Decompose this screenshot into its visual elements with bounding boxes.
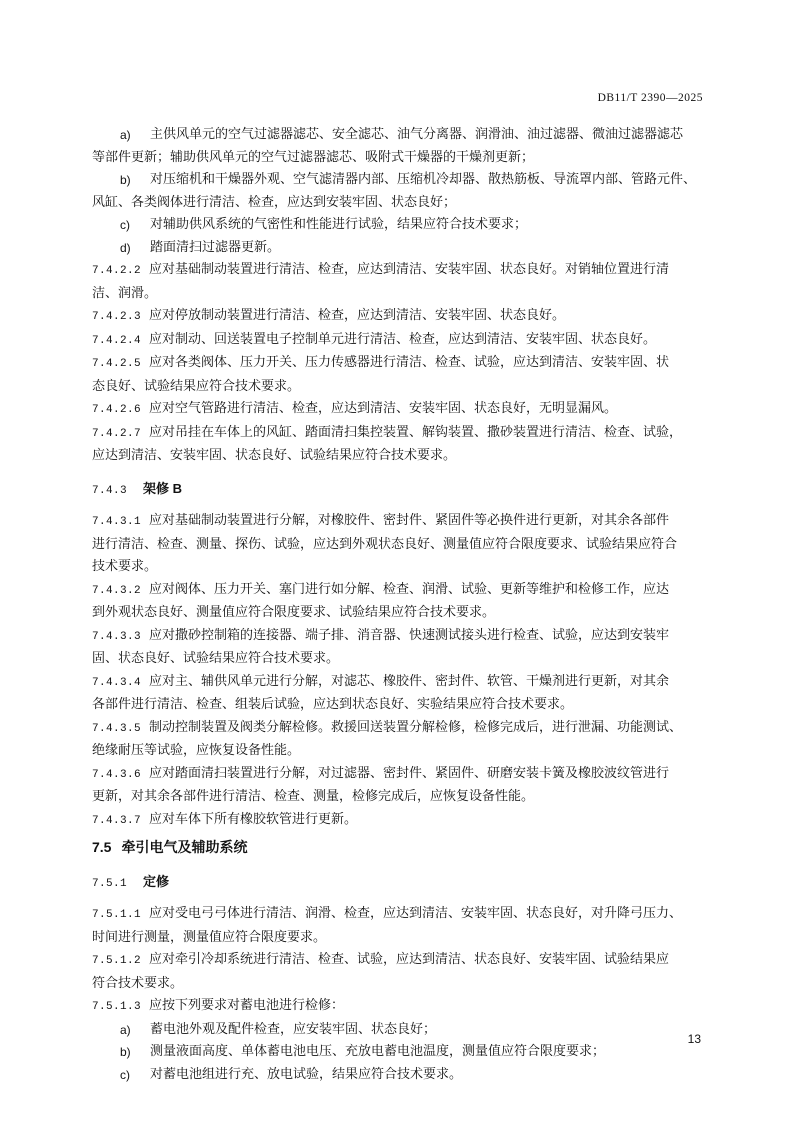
clause-text: 应对制动、回送装置电子控制单元进行清洁、检查，应达到清洁、安装牢固、状态良好。 [149,331,657,347]
list-item-text: 踏面清扫过滤器更新。 [150,239,281,255]
clause-text: 应对撒砂控制箱的连接器、端子排、消音器、快速测试接头进行检查、试验，应达到安装牢 [149,627,670,643]
clause-7-4-2-7 [92,422,704,468]
list-item-text: 测量液面高度、单体蓄电池电压、充放电蓄电池温度，测量值应符合限度要求； [150,1044,606,1059]
clause-number: 7.4.3.4 [92,676,142,689]
clause-text: 应对阀体、压力开关、塞门进行如分解、检查、润滑、试验、更新等维护和检修工作，应达 [149,581,670,597]
clause-7-4-2-6 [92,398,704,422]
list-item-a [92,1019,704,1042]
list-a [92,124,704,259]
standard-code-header: DB11/T 2390—2025 [597,92,703,104]
clause-text: 应对受电弓弓体进行清洁、润滑、检查，应达到清洁、安装牢固、状态良好，对升降弓压力、 [149,906,683,921]
clause-text: 应对停放制动装置进行清洁、检查，应达到清洁、安装牢固、状态良好。 [149,308,566,323]
clause-number: 7.5.1.3 [92,1001,142,1013]
clause-text: 应对踏面清扫装置进行分解，对过滤器、密封件、紧固件、研磨安装卡簧及橡胶波纹管进行 [149,765,670,781]
clause-text-continued: 绝缘耐压等试验，应恢复设备性能。 [92,743,301,758]
clause-text-continued: 洁、润滑。 [92,285,158,301]
list-item-b [92,169,704,192]
list-marker: a) [120,128,131,142]
list-item-b [92,1041,704,1064]
list-marker: b) [120,1045,131,1059]
section-title: 牵引电气及辅助系统 [121,839,248,855]
list-item-c [92,214,704,237]
clause-number: 7.4.2.2 [92,265,142,277]
clause-number: 7.4.3.1 [92,516,142,528]
clause-number: 7.4.3.2 [92,584,142,597]
clause-text-continued: 应达到清洁、安装牢固、状态良好、试验结果应符合技术要求。 [92,448,457,463]
clause-text: 应对各类阀体、压力开关、压力传感器进行清洁、检查、试验，应达到清洁、安装牢固、状 [149,355,670,370]
subsection-number: 7.5.1 [92,877,128,890]
clause-text-continued: 到外观状态良好、测量值应符合限度要求、试验结果应符合技术要求。 [92,605,496,620]
clause-number: 7.4.2.7 [92,427,142,440]
list-item-d [92,237,704,260]
clause-7-4-3-2 [92,579,704,625]
clause-7-4-3-3 [92,625,704,671]
list-item-text: 蓄电池外观及配件检查，应安装牢固、状态良好； [150,1021,437,1037]
clause-text-continued: 各部件进行清洁、检查、组装后试验，应达到状态良好、实验结果应符合技术要求。 [92,697,574,712]
list-marker: b) [120,173,131,187]
clause-7-5-1-2 [92,949,704,995]
clause-7-4-2-2 [92,259,704,305]
subsection-heading-7-4-3 [92,478,704,503]
clause-7-4-3-6 [92,763,704,809]
clause-number: 7.4.3.6 [92,768,142,781]
clause-text: 应按下列要求对蓄电池进行检修： [149,998,345,1013]
list-marker: c) [120,1067,130,1082]
page-number: 13 [687,1032,701,1046]
clause-text: 应对主、辅供风单元进行分解，对滤芯、橡胶件、密封件、软管、干燥剂进行更新，对其余 [149,673,670,689]
clause-text: 制动控制装置及阀类分解检修。救援回送装置分解检修，检修完成后，进行泄漏、功能测试、 [149,719,683,735]
clause-7-5-1-3 [92,995,704,1019]
clause-text: 应对车体下所有橡胶软管进行更新。 [149,811,358,827]
clause-text-continued: 技术要求。 [92,559,158,574]
clause-text-continued: 时间进行测量，测量值应符合限度要求。 [92,929,327,945]
list-item-text: 对蓄电池组进行充、放电试验，结果应符合技术要求。 [150,1066,463,1082]
clause-7-4-2-5 [92,352,704,398]
clause-text: 应对牵引冷却系统进行清洁、检查、试验，应达到清洁、状态良好、安装牢固、试验结果应 [149,952,670,967]
clause-text: 应对基础制动装置进行分解，对橡胶件、密封件、紧固件等必换件进行更新，对其余各部件 [149,513,670,528]
section-heading-7-5 [92,836,704,861]
clause-number: 7.4.3.7 [92,814,142,827]
clause-7-4-3-1 [92,510,704,579]
clause-number: 7.4.3.5 [92,722,142,735]
subsection-heading-7-5-1 [92,871,704,896]
clause-text-continued: 态良好、试验结果应符合技术要求。 [92,378,301,394]
clause-text: 应对空气管路进行清洁、检查，应达到清洁、安装牢固、状态良好，无明显漏风。 [149,401,618,416]
clause-number: 7.4.3.3 [92,630,142,643]
clause-text-continued: 固、状态良好、试验结果应符合技术要求。 [92,651,340,666]
list-marker: c) [120,218,130,232]
clause-text-continued: 符合技术要求。 [92,975,184,991]
list-marker: a) [120,1022,131,1037]
subsection-number: 7.4.3 [92,484,128,497]
list-item-continuation: 等部件更新；辅助供风单元的空气过滤器滤芯、吸附式干燥器的干燥剂更新； [92,149,535,165]
clause-number: 7.4.2.4 [92,334,142,347]
clause-text-continued: 更新，对其余各部件进行清洁、检查、测量，检修完成后，应恢复设备性能。 [92,789,535,804]
clause-number: 7.4.2.6 [92,404,142,416]
subsection-title: 定修 [143,873,170,889]
clause-7-4-2-4 [92,329,704,353]
clause-number: 7.4.2.5 [92,358,142,370]
list-item-c [92,1064,704,1087]
list-item-text: 主供风单元的空气过滤器滤芯、安全滤芯、油气分离器、润滑油、油过滤器、微油过滤器滤芯 [150,127,684,142]
clause-7-4-2-3 [92,305,704,329]
clause-number: 7.5.1.2 [92,955,142,967]
list-item-continuation: 风缸、各类阀体进行清洁、检查，应达到安装牢固、状态良好； [92,194,457,210]
section-number: 7.5 [92,839,112,855]
clause-7-4-3-5 [92,717,704,763]
clause-7-4-3-4 [92,671,704,717]
list-item-text: 对压缩机和干燥器外观、空气滤清器内部、压缩机冷却器、散热筋板、导流罩内部、管路元件、 [150,172,697,187]
list-item-a [92,124,704,147]
page-content [92,124,704,1086]
clause-text-continued: 进行清洁、检查、测量、探伤、试验，应达到外观状态良好、测量值应符合限度要求、试验结果应符合 [92,536,678,552]
clause-number: 7.5.1.1 [92,909,142,921]
clause-number: 7.4.2.3 [92,311,142,323]
clause-7-5-1-1 [92,903,704,949]
clause-7-4-3-7 [92,809,704,833]
list-item-text: 对辅助供风系统的气密性和性能进行试验，结果应符合技术要求； [150,217,528,232]
subsection-title: 架修 B [143,480,183,496]
clause-text: 应对基础制动装置进行清洁、检查，应达到清洁、安装牢固、状态良好。对销轴位置进行清 [149,262,670,277]
list-b [92,1019,704,1087]
clause-text: 应对吊挂在车体上的风缸、踏面清扫集控装置、解钩装置、撒砂装置进行清洁、检查、试验， [149,424,683,440]
list-marker: d) [120,240,131,255]
